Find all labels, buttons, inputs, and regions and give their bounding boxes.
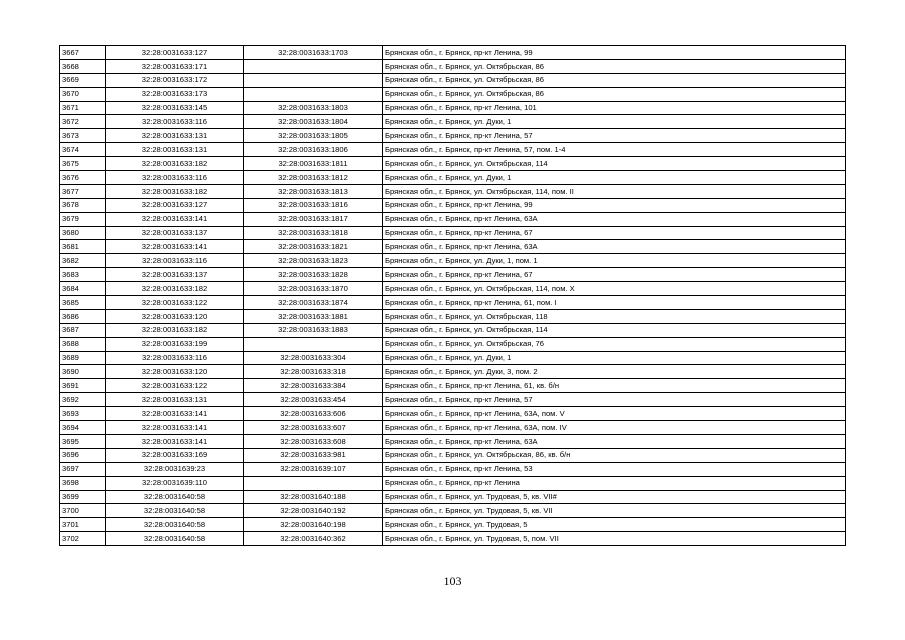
parent-cadastral-number-cell: 32:28:0031633:127 — [106, 198, 244, 212]
row-number-cell: 3696 — [60, 448, 106, 462]
parent-cadastral-number-cell: 32:28:0031633:131 — [106, 129, 244, 143]
parent-cadastral-number-cell: 32:28:0031633:141 — [106, 434, 244, 448]
address-cell: Брянская обл., г. Брянск, пр-кт Ленина, 61, пом. I — [383, 296, 846, 310]
row-number-cell: 3684 — [60, 282, 106, 296]
row-number-cell: 3675 — [60, 157, 106, 171]
parent-cadastral-number-cell: 32:28:0031633:141 — [106, 407, 244, 421]
table-row — [60, 115, 846, 129]
parent-cadastral-number-cell: 32:28:0031633:169 — [106, 448, 244, 462]
address-cell: Брянская обл., г. Брянск, пр-кт Ленина, 67 — [383, 268, 846, 282]
address-cell: Брянская обл., г. Брянск, ул. Трудовая, 5, пом. VII — [383, 532, 846, 546]
table-row — [60, 171, 846, 185]
table-row — [60, 518, 846, 532]
address-cell: Брянская обл., г. Брянск, ул. Трудовая, 5, кв. VII — [383, 504, 846, 518]
row-number-cell: 3682 — [60, 254, 106, 268]
table-row — [60, 73, 846, 87]
row-number-cell: 3677 — [60, 184, 106, 198]
parent-cadastral-number-cell: 32:28:0031633:137 — [106, 268, 244, 282]
cadastral-number-cell: 32:28:0031640:192 — [244, 504, 383, 518]
address-cell: Брянская обл., г. Брянск, пр-кт Ленина, 101 — [383, 101, 846, 115]
row-number-cell: 3686 — [60, 309, 106, 323]
row-number-cell: 3694 — [60, 421, 106, 435]
table-row — [60, 296, 846, 310]
address-cell: Брянская обл., г. Брянск, пр-кт Ленина, 63А — [383, 434, 846, 448]
cadastral-number-cell: 32:28:0031633:1881 — [244, 309, 383, 323]
table-row — [60, 490, 846, 504]
address-cell: Брянская обл., г. Брянск, пр-кт Ленина, 99 — [383, 46, 846, 60]
address-cell: Брянская обл., г. Брянск, пр-кт Ленина, 61, кв. б/н — [383, 379, 846, 393]
table-row — [60, 532, 846, 546]
parent-cadastral-number-cell: 32:28:0031633:171 — [106, 59, 244, 73]
row-number-cell: 3680 — [60, 226, 106, 240]
table-row — [60, 421, 846, 435]
cadastral-number-cell: 32:28:0031633:304 — [244, 351, 383, 365]
parent-cadastral-number-cell: 32:28:0031633:199 — [106, 337, 244, 351]
cadastral-number-cell — [244, 337, 383, 351]
cadastral-number-cell: 32:28:0031633:1816 — [244, 198, 383, 212]
table-row — [60, 462, 846, 476]
parent-cadastral-number-cell: 32:28:0031633:116 — [106, 115, 244, 129]
cadastral-number-cell: 32:28:0031633:384 — [244, 379, 383, 393]
table-row — [60, 365, 846, 379]
table-row — [60, 129, 846, 143]
address-cell: Брянская обл., г. Брянск, ул. Трудовая, 5, кв. VII# — [383, 490, 846, 504]
row-number-cell: 3701 — [60, 518, 106, 532]
table-row — [60, 379, 846, 393]
parent-cadastral-number-cell: 32:28:0031639:23 — [106, 462, 244, 476]
cadastral-number-cell — [244, 87, 383, 101]
cadastral-number-cell: 32:28:0031640:198 — [244, 518, 383, 532]
row-number-cell: 3668 — [60, 59, 106, 73]
parent-cadastral-number-cell: 32:28:0031633:116 — [106, 351, 244, 365]
address-cell: Брянская обл., г. Брянск, пр-кт Ленина, 67 — [383, 226, 846, 240]
row-number-cell: 3673 — [60, 129, 106, 143]
row-number-cell: 3695 — [60, 434, 106, 448]
table-row — [60, 268, 846, 282]
cadastral-number-cell: 32:28:0031633:1805 — [244, 129, 383, 143]
parent-cadastral-number-cell: 32:28:0031633:122 — [106, 296, 244, 310]
parent-cadastral-number-cell: 32:28:0031640:58 — [106, 532, 244, 546]
cadastral-number-cell: 32:28:0031633:981 — [244, 448, 383, 462]
table-row — [60, 157, 846, 171]
row-number-cell: 3685 — [60, 296, 106, 310]
table-row — [60, 240, 846, 254]
table-row — [60, 434, 846, 448]
parent-cadastral-number-cell: 32:28:0031633:172 — [106, 73, 244, 87]
table-row — [60, 143, 846, 157]
cadastral-number-cell: 32:28:0031633:1823 — [244, 254, 383, 268]
cadastral-number-cell: 32:28:0031633:1811 — [244, 157, 383, 171]
row-number-cell: 3681 — [60, 240, 106, 254]
address-cell: Брянская обл., г. Брянск, пр-кт Ленина, 57 — [383, 393, 846, 407]
address-cell: Брянская обл., г. Брянск, ул. Октябрьская, 86 — [383, 73, 846, 87]
address-cell: Брянская обл., г. Брянск, пр-кт Ленина, 63А — [383, 240, 846, 254]
cadastral-number-cell: 32:28:0031633:608 — [244, 434, 383, 448]
parent-cadastral-number-cell: 32:28:0031633:145 — [106, 101, 244, 115]
parent-cadastral-number-cell: 32:28:0031633:182 — [106, 282, 244, 296]
row-number-cell: 3692 — [60, 393, 106, 407]
parent-cadastral-number-cell: 32:28:0031633:173 — [106, 87, 244, 101]
parent-cadastral-number-cell: 32:28:0031633:182 — [106, 184, 244, 198]
parent-cadastral-number-cell: 32:28:0031640:58 — [106, 490, 244, 504]
table-row — [60, 184, 846, 198]
table-row — [60, 87, 846, 101]
table-row — [60, 476, 846, 490]
parent-cadastral-number-cell: 32:28:0031633:122 — [106, 379, 244, 393]
cadastral-number-cell: 32:28:0031633:606 — [244, 407, 383, 421]
parent-cadastral-number-cell: 32:28:0031633:120 — [106, 309, 244, 323]
cadastral-number-cell: 32:28:0031633:1812 — [244, 171, 383, 185]
cadastral-number-cell: 32:28:0031633:1818 — [244, 226, 383, 240]
table-body — [60, 46, 846, 546]
row-number-cell: 3679 — [60, 212, 106, 226]
row-number-cell: 3669 — [60, 73, 106, 87]
cadastral-number-cell: 32:28:0031633:1806 — [244, 143, 383, 157]
cadastral-number-cell: 32:28:0031633:1817 — [244, 212, 383, 226]
table-row — [60, 393, 846, 407]
row-number-cell: 3699 — [60, 490, 106, 504]
cadastral-number-cell: 32:28:0031633:1821 — [244, 240, 383, 254]
row-number-cell: 3700 — [60, 504, 106, 518]
row-number-cell: 3676 — [60, 171, 106, 185]
cadastral-number-cell — [244, 476, 383, 490]
table-row — [60, 212, 846, 226]
table-row — [60, 504, 846, 518]
address-cell: Брянская обл., г. Брянск, пр-кт Ленина, 63А — [383, 212, 846, 226]
table-row — [60, 351, 846, 365]
address-cell: Брянская обл., г. Брянск, ул. Октябрьская, 114, пом. X — [383, 282, 846, 296]
table-row — [60, 282, 846, 296]
parent-cadastral-number-cell: 32:28:0031633:137 — [106, 226, 244, 240]
cadastral-number-cell: 32:28:0031633:1874 — [244, 296, 383, 310]
cadastral-number-cell: 32:28:0031640:188 — [244, 490, 383, 504]
cadastral-number-cell — [244, 73, 383, 87]
address-cell: Брянская обл., г. Брянск, ул. Октябрьская, 86, кв. б/н — [383, 448, 846, 462]
cadastral-number-cell: 32:28:0031639:107 — [244, 462, 383, 476]
row-number-cell: 3702 — [60, 532, 106, 546]
table-row — [60, 198, 846, 212]
parent-cadastral-number-cell: 32:28:0031640:58 — [106, 518, 244, 532]
table-row — [60, 101, 846, 115]
row-number-cell: 3674 — [60, 143, 106, 157]
row-number-cell: 3687 — [60, 323, 106, 337]
address-cell: Брянская обл., г. Брянск, ул. Трудовая, 5 — [383, 518, 846, 532]
row-number-cell: 3697 — [60, 462, 106, 476]
row-number-cell: 3698 — [60, 476, 106, 490]
table-row — [60, 448, 846, 462]
parent-cadastral-number-cell: 32:28:0031633:120 — [106, 365, 244, 379]
cadastral-number-cell: 32:28:0031633:607 — [244, 421, 383, 435]
parent-cadastral-number-cell: 32:28:0031633:182 — [106, 323, 244, 337]
address-cell: Брянская обл., г. Брянск, ул. Дуки, 1 — [383, 351, 846, 365]
cadastral-number-cell — [244, 59, 383, 73]
cadastral-registry-table — [59, 45, 846, 546]
address-cell: Брянская обл., г. Брянск, ул. Октябрьская, 114, пом. II — [383, 184, 846, 198]
address-cell: Брянская обл., г. Брянск, ул. Дуки, 3, пом. 2 — [383, 365, 846, 379]
parent-cadastral-number-cell: 32:28:0031633:141 — [106, 240, 244, 254]
table-row — [60, 226, 846, 240]
cadastral-number-cell: 32:28:0031633:1803 — [244, 101, 383, 115]
cadastral-number-cell: 32:28:0031633:454 — [244, 393, 383, 407]
address-cell: Брянская обл., г. Брянск, пр-кт Ленина, 57 — [383, 129, 846, 143]
row-number-cell: 3688 — [60, 337, 106, 351]
row-number-cell: 3672 — [60, 115, 106, 129]
parent-cadastral-number-cell: 32:28:0031640:58 — [106, 504, 244, 518]
parent-cadastral-number-cell: 32:28:0031633:141 — [106, 421, 244, 435]
parent-cadastral-number-cell: 32:28:0031633:141 — [106, 212, 244, 226]
parent-cadastral-number-cell: 32:28:0031639:110 — [106, 476, 244, 490]
address-cell: Брянская обл., г. Брянск, ул. Октябрьская, 114 — [383, 157, 846, 171]
cadastral-number-cell: 32:28:0031633:1883 — [244, 323, 383, 337]
table-row — [60, 254, 846, 268]
table-row — [60, 46, 846, 60]
parent-cadastral-number-cell: 32:28:0031633:116 — [106, 171, 244, 185]
address-cell: Брянская обл., г. Брянск, пр-кт Ленина, 63А, пом. IV — [383, 421, 846, 435]
cadastral-number-cell: 32:28:0031640:362 — [244, 532, 383, 546]
address-cell: Брянская обл., г. Брянск, ул. Октябрьская, 76 — [383, 337, 846, 351]
row-number-cell: 3667 — [60, 46, 106, 60]
row-number-cell: 3683 — [60, 268, 106, 282]
cadastral-number-cell: 32:28:0031633:1828 — [244, 268, 383, 282]
cadastral-number-cell: 32:28:0031633:1703 — [244, 46, 383, 60]
parent-cadastral-number-cell: 32:28:0031633:182 — [106, 157, 244, 171]
row-number-cell: 3678 — [60, 198, 106, 212]
row-number-cell: 3690 — [60, 365, 106, 379]
address-cell: Брянская обл., г. Брянск, ул. Октябрьская, 86 — [383, 87, 846, 101]
address-cell: Брянская обл., г. Брянск, ул. Дуки, 1 — [383, 171, 846, 185]
table-row — [60, 309, 846, 323]
address-cell: Брянская обл., г. Брянск, ул. Октябрьская, 118 — [383, 309, 846, 323]
parent-cadastral-number-cell: 32:28:0031633:127 — [106, 46, 244, 60]
table-row — [60, 323, 846, 337]
address-cell: Брянская обл., г. Брянск, ул. Октябрьская, 86 — [383, 59, 846, 73]
address-cell: Брянская обл., г. Брянск, пр-кт Ленина, 99 — [383, 198, 846, 212]
parent-cadastral-number-cell: 32:28:0031633:116 — [106, 254, 244, 268]
cadastral-number-cell: 32:28:0031633:1804 — [244, 115, 383, 129]
address-cell: Брянская обл., г. Брянск, пр-кт Ленина — [383, 476, 846, 490]
row-number-cell: 3693 — [60, 407, 106, 421]
table-row — [60, 407, 846, 421]
row-number-cell: 3671 — [60, 101, 106, 115]
row-number-cell: 3670 — [60, 87, 106, 101]
address-cell: Брянская обл., г. Брянск, пр-кт Ленина, 53 — [383, 462, 846, 476]
page-number: 103 — [443, 574, 462, 588]
address-cell: Брянская обл., г. Брянск, ул. Октябрьская, 114 — [383, 323, 846, 337]
table-row — [60, 337, 846, 351]
address-cell: Брянская обл., г. Брянск, пр-кт Ленина, 57, пом. 1-4 — [383, 143, 846, 157]
cadastral-number-cell: 32:28:0031633:1870 — [244, 282, 383, 296]
address-cell: Брянская обл., г. Брянск, ул. Дуки, 1, пом. 1 — [383, 254, 846, 268]
table-row — [60, 59, 846, 73]
parent-cadastral-number-cell: 32:28:0031633:131 — [106, 393, 244, 407]
row-number-cell: 3689 — [60, 351, 106, 365]
cadastral-number-cell: 32:28:0031633:318 — [244, 365, 383, 379]
address-cell: Брянская обл., г. Брянск, ул. Дуки, 1 — [383, 115, 846, 129]
parent-cadastral-number-cell: 32:28:0031633:131 — [106, 143, 244, 157]
row-number-cell: 3691 — [60, 379, 106, 393]
address-cell: Брянская обл., г. Брянск, пр-кт Ленина, 63А, пом. V — [383, 407, 846, 421]
cadastral-number-cell: 32:28:0031633:1813 — [244, 184, 383, 198]
